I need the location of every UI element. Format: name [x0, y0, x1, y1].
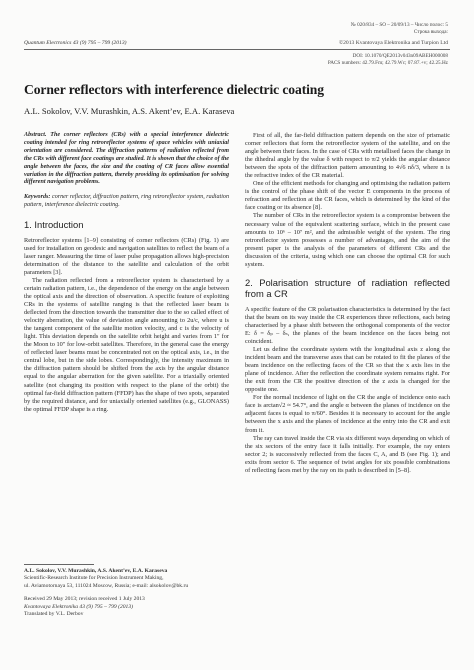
abstract-text: The corner reflectors (CRs) with a special interference dielectric coating intended for ring retroreflector systems of space vehicles with uniaxial orientation are considered. The diffraction patterns of radiation reflected from the CRs with different face coatings are studied. It is shown that the choice of the angle between the faces, the size and the coating of CR faces allow essential variation in the diffraction pattern, thereby providing its optimisation for solving different navigation problems.	[24, 132, 229, 186]
keywords-text: corner reflector, diffraction pattern, ring retroreflector system, radiation pattern, interference dielectric coating.	[24, 194, 229, 209]
paragraph: Retroreflector systems [1–9] consisting of corner reflectors (CRs) (Fig. 1) are used for installation on geodesic and navigation satellites to reflect the beam of a laser ranger. Measuring the time of laser pulse propagation allows high-precision determination of the distance to the satellite and calculation of the orbit parameters [3].	[24, 236, 229, 276]
abstract	[24, 132, 229, 187]
production-line-2: Строка выхода:	[413, 29, 448, 36]
production-header	[351, 22, 448, 36]
footnote-authors: A.L. Sokolov, V.V. Murashkin, A.S. Akent’ev, E.A. Karaseva	[24, 568, 168, 574]
paragraph: The radiation reflected from a retroreflector system is characterised by a certain radiation pattern, i.e., the dependence of the energy on the angle between the optical axis and the direction of observation. A specific feature of exploiting CRs in the systems of satellite ranging is that the reflected laser beam is deflected from the direction towards the transmitter due to the so called effect of velocity aberration, the value of deviation angle amounting to 2u/c, where u is the tangent component of the satellite motion velocity, and c is the velocity of light. This deviation depends on the satellite orbit height and varies from 1″ for the Moon to 10″ for low-orbit satellites. Therefore, in the general case the energy of reflected laser beams must be concentrated not on the optical axis, i.e., in the central lobe, but in the side lobes. Correspondingly, the intensity maximum in the diffraction pattern should be shifted from the axis by the angular distance equal to the angular aberration for the given satellite. For a triaxially oriented satellite (not changing its position with respect to the plane of the orbit) the optimal far-field diffraction pattern (FFDP) has the shape of two spots, separated by the required distance, and for uniaxially oriented satellites (e.g., GLONASS) the optimal FFDP shape is a ring.	[24, 276, 229, 413]
paragraph: The ray can travel inside the CR via six different ways depending on which of the six sectors of the entry face it falls initially. For example, the ray enters sector 2; is successively reflected from the faces C, A, and B (see Fig. 1); and exits from sector 6. The sequence of twist angles for six possible combinations of reflecting faces met by the ray on its path is described in [5–8].	[245, 434, 450, 474]
paper-authors: A.L. Sokolov, V.V. Murashkin, A.S. Akent’ev, E.A. Karaseva	[24, 106, 235, 116]
paragraph: Let us define the coordinate system with the longitudinal axis z along the incident beam and the transverse axes that can be rotated to fit the planes of the beam incidence on the reflecting faces of the CR so that the x axis lies in the plane of incidence. After the reflection the coordinate system remains right. For the exit from the CR the positive direction of the z axis is changed for the opposite one.	[245, 346, 450, 394]
footnote-address: ul. Aviamotornaya 53, 111024 Moscow, Russia; e-mail: alsokolov@bk.ru	[24, 582, 189, 589]
footnote-journal: Kvantovaya Elektronika 43 (9) 795 – 799 (2013)	[24, 603, 134, 610]
paper-title: Corner reflectors with interference dielectric coating	[24, 82, 324, 97]
footnote-received: Received 29 May 2013; revision received 1 July 2013	[24, 596, 145, 603]
doi: DOI: 10.1070/QE2013v043n09ABEH000008	[352, 53, 448, 59]
journal-citation: Quantum Electronics 43 (9) 795 – 799 (2013)	[24, 40, 127, 46]
footnote-affiliation: Scientific-Research Institute for Precision Instrument Making,	[24, 575, 164, 582]
footnote	[24, 568, 229, 618]
pacs-block	[328, 53, 448, 68]
footnote-rule	[24, 564, 94, 565]
copyright: ©2013 Kvantovaya Elektronika and Turpion Ltd	[338, 40, 448, 46]
header-rule	[24, 49, 450, 50]
paragraph: For the normal incidence of light on the CR the angle of incidence onto each face is arctan√2 ≈ 54.7°, and the angle α between the planes of incidence on the adjacent faces is equal to π/60°. Besides it is necessary to account for the angle between the x axis and the planes of incidence at the entry into the CR and exit from it.	[245, 394, 450, 434]
production-line: № 020/834 – SO – 20/09/13 – Число полос: 5	[350, 22, 448, 28]
paragraph: First of all, the far-field diffraction pattern depends on the size of prismatic corner reflectors that form the retroreflector system of the satellite, and on the angle between their faces. In the case of CRs with metallised faces the change in the dihedral angle by the value δ with respect to π/2 yields the angular distance between the spots of the diffraction pattern amounting to 4√6 nδ/3, where n is the refractive index of the CR material.	[245, 132, 450, 180]
paragraph: One of the efficient methods for changing and optimising the radiation pattern is the control of the phase shift of the vector E components in the process of refraction and reflection at the CR faces, which is determined by the kind of the face coating or its absence [8].	[245, 180, 450, 212]
left-column	[24, 132, 229, 414]
paragraph: The number of CRs in the retroreflector system is a compromise between the necessary value of the equivalent scattering surface, which in the present case amounts to 10⁶ – 10⁷ m², and the admissible weight of the system. The ring retroreflector system possesses a number of advantages, and the aim of the present paper is the analysis of the parameters of different CRs and the discussion of the criteria, using which one can choose the optimal CR for such system.	[245, 212, 450, 268]
paragraph: A specific feature of the CR polarisation characteristics is determined by the fact that the beam on its way inside the CR experiences three reflections, each being characterised by a phase shift between the orthogonal components of the vector E: δ = δₚ – δₛ, the planes of the beam incidence on the faces being not coincident.	[245, 305, 450, 345]
right-column	[245, 132, 450, 475]
keywords-label: Keywords:	[24, 194, 51, 201]
pacs-numbers: PACS numbers: 42.79.Fm; 42.79.Wc; 07.87.+v; 42.25.Hz	[327, 60, 448, 67]
footnote-translated: Translated by V.L. Derbov	[24, 611, 84, 618]
abstract-label: Abstract.	[24, 132, 47, 138]
section-heading-polarisation: 2. Polarisation structure of radiation reflected from a CR	[245, 276, 450, 300]
section-heading-introduction: 1. Introduction	[24, 219, 84, 231]
keywords	[24, 194, 229, 210]
